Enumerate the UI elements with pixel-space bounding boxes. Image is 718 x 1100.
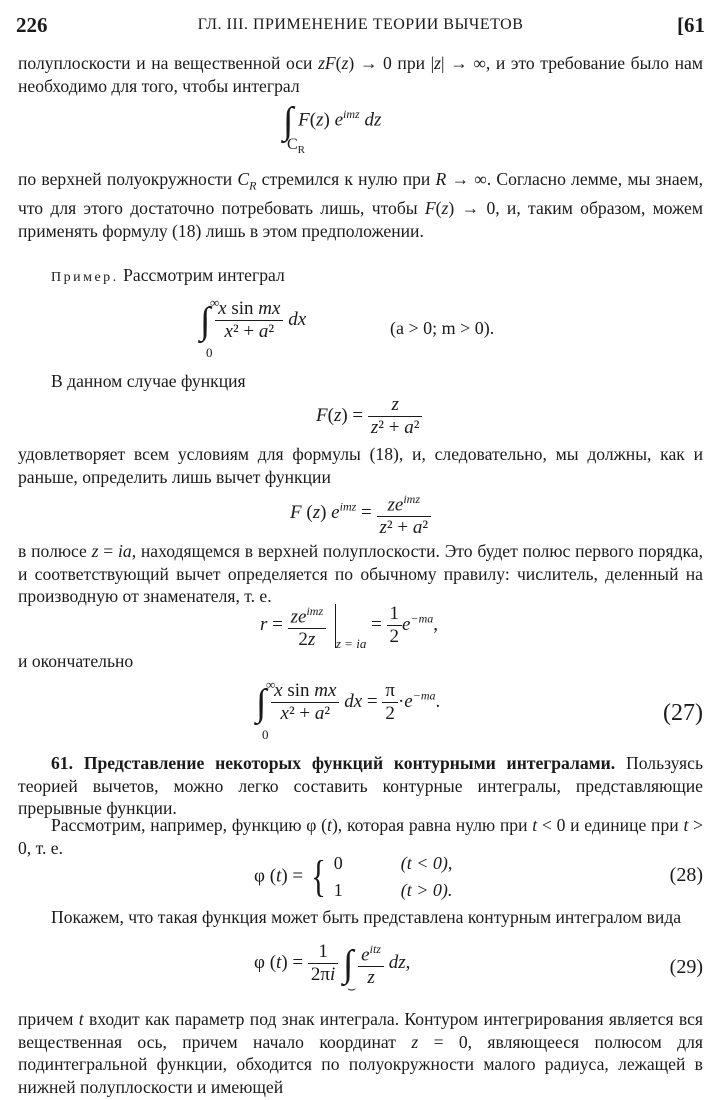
- section-61-title: 61. Представление некоторых функций контурными интегралами.: [51, 753, 616, 773]
- equation-29-number: (29): [669, 956, 703, 978]
- paragraph-6: и окончательно: [18, 651, 134, 671]
- case-2-value: 1: [333, 880, 343, 900]
- paragraph-9: причем t входит как параметр под знак интеграла. Контуром интегрирования является вся вещественная ось, причем начало координат z = 0, являющееся полюсом для подинтегральной функции, обходится по полуокружности малого радиуса, лежащей в нижней полуплоскости и имеющей: [18, 1009, 703, 1097]
- equation-function-f: F(z) = $\frac{z}{\text{z² + a²}}$: [316, 394, 422, 439]
- example-line: [18, 264, 703, 290]
- section-marker: [61: [677, 13, 705, 37]
- paragraph-5: в полюсе z = ia, находящемся в верхней полуплоскости. Это будет полюс первого порядка, и соответствующий вычет определяется по обычному правилу: числитель, деленный на производную от знаменателя, т. е.: [18, 541, 703, 606]
- case-1-condition: (t < 0),: [400, 853, 453, 873]
- example-label: Пример.: [51, 270, 119, 285]
- paragraph-7: Рассмотрим, например, функцию φ (t), которая равна нулю при t < 0 и единице при t > 0, т. е.: [18, 815, 704, 858]
- case-1-value: 0: [333, 853, 343, 873]
- paragraph-1: полуплоскости и на вещественной оси zF(z) → 0 при |z| → ∞, и это требование было нам необходимо для того, чтобы интеграл: [18, 53, 703, 96]
- equation-28-number: (28): [669, 864, 703, 886]
- equation-example-integral: ∫ ∞ 0 $\frac{\text{x sin mx}}{\text{x² + a²}}$ dx: [200, 294, 307, 360]
- example-text: Рассмотрим интеграл: [123, 265, 285, 285]
- book-page: [18, 0, 703, 1100]
- case-2-condition: (t > 0).: [400, 880, 453, 900]
- example-condition: (a > 0; m > 0).: [390, 318, 495, 338]
- equation-contour-integral: ∫ $C_R$ F(z) $e^{imz}$ dz: [283, 100, 382, 157]
- paragraph-3: В данном случае функция: [51, 371, 246, 391]
- equation-27-number: (27): [663, 700, 703, 726]
- equation-29: φ (t) = $\frac{1}{2\pi i}$ ∫ ⌣ $\frac{e^{itz}}{z}$ dz,: [254, 938, 410, 989]
- paragraph-8: Покажем, что такая функция может быть представлена контурным интегралом вида: [51, 907, 682, 927]
- page-header: [18, 13, 703, 37]
- running-title: ГЛ. III. ПРИМЕНЕНИЕ ТЕОРИИ ВЫЧЕТОВ: [197, 16, 524, 33]
- paragraph-2: по верхней полуокружности $C_R$ стремился к нулю при R → ∞. Согласно лемме, мы знаем, что для этого достаточно потребовать лишь, чтобы F(z) → 0, и, таким образом, можем применять формулу (18) лишь в этом предположении.: [18, 169, 703, 241]
- equation-function-residue: F (z) $e^{imz}$ = $\frac{ze^{imz}}{\text{z² + a²}}$: [290, 488, 431, 539]
- page-number: 226: [16, 13, 48, 37]
- paragraph-4: удовлетворяет всем условиям для формулы (18), и, следовательно, мы должны, как и раньше, определить лишь вычет функции: [18, 444, 703, 487]
- equation-residue: r = $\frac{ze^{imz}}{2z}$ $_{z = ia}$ = $\frac{1}{2}$ $e^{-ma}$,: [260, 600, 438, 652]
- equation-27: ∫ ∞ 0 $\frac{\text{x sin mx}}{\text{x² + a²}}$ dx = $\frac{\pi}{2}$ $\cdot e^{-ma}$.: [256, 676, 441, 742]
- section-61-text: Пользуясь теорией вычетов, можно легко составить контурные интегралы, представляющие прерывные функции.: [18, 753, 703, 818]
- equation-28: φ (t) = { 0 (t < 0), 1 (t > 0).: [254, 852, 453, 901]
- section-61: [18, 752, 703, 820]
